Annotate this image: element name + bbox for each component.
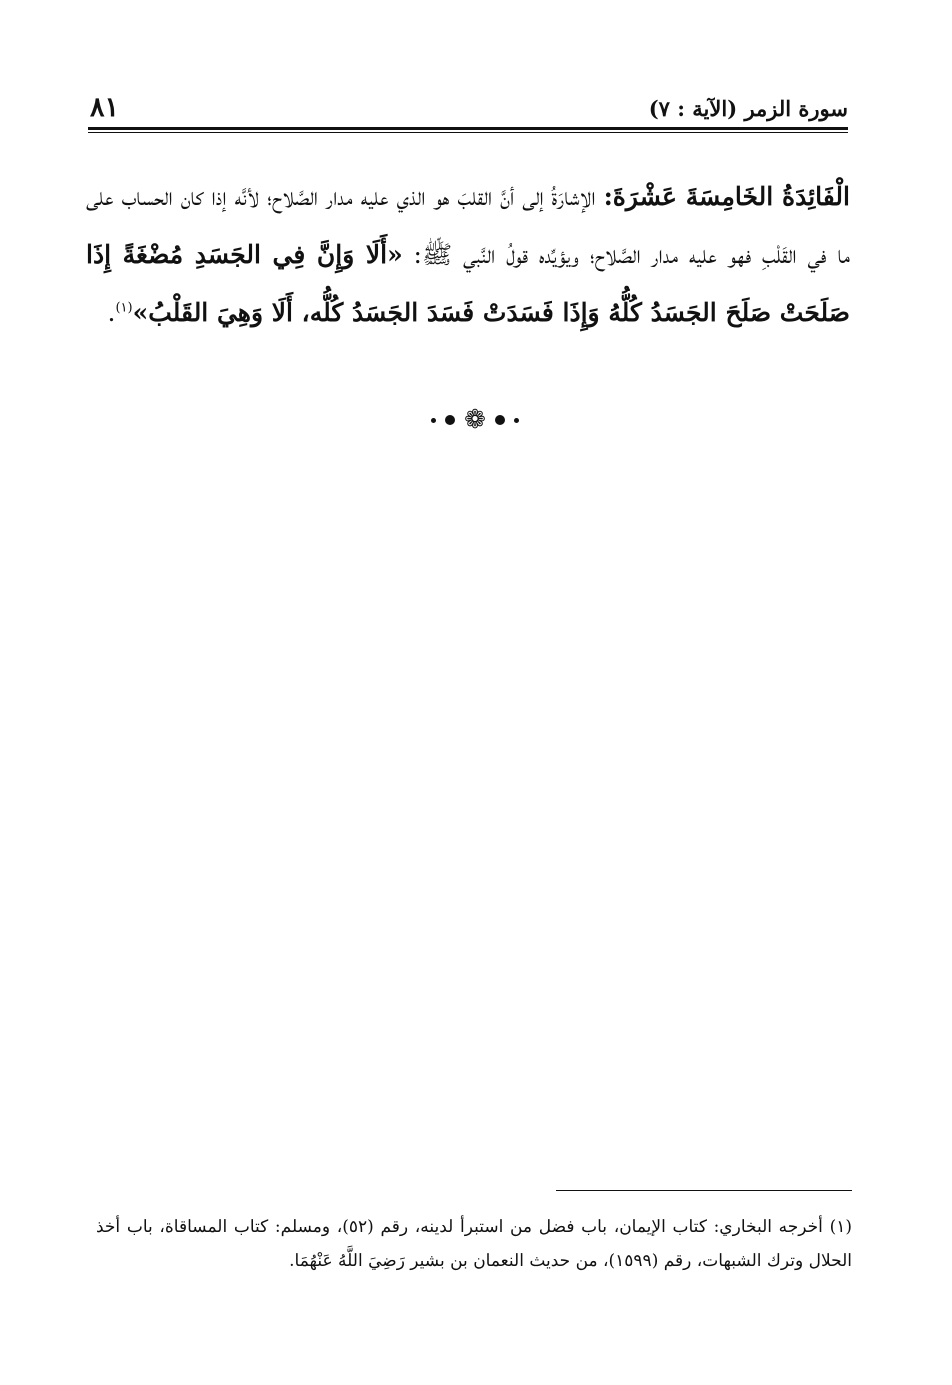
page-number: ٨١ (90, 92, 120, 123)
divider-dot-icon (495, 415, 505, 425)
footnote-separator (556, 1190, 852, 1191)
footnotes (96, 1210, 852, 1278)
flower-divider-icon: ❁ (464, 405, 486, 435)
footnote-item: (١) أخرجه البخاري: كتاب الإيمان، باب فضل من استبرأ لدينه، رقم (٥٢)، ومسلم: كتاب المساقاة، باب أخذ الحلال وترك الشبهات، رقم (١٥٩٩)، من حديث النعمان بن بشير رَضِيَ اللَّهُ عَنْهُمَا. (96, 1217, 852, 1271)
main-paragraph (86, 168, 850, 342)
header-rule (88, 127, 848, 130)
footnote-reference[interactable]: (١) (115, 300, 133, 316)
end-punctuation: . (107, 298, 116, 327)
hadith-quote: «أَلَا وَإِنَّ فِي الجَسَدِ مُضْغَةً إِذَا صَلَحَتْ صَلَحَ الجَسَدُ كُلُّهُ وَإِذَا فَسَدَتْ فَسَدَ الجَسَدُ كُلُّه، أَلَا وَهِيَ القَلْبُ» (86, 240, 850, 327)
page-header (88, 92, 848, 130)
paragraph-text: الإشارَةُ إلى أنَّ القلبَ هو الذي عليه مدار الصَّلاح؛ لأنَّه إذا كان الحساب على ما في القَلْبِ فهو عليه مدار الصَّلاح؛ ويؤيِّده قولُ النَّبي ﷺ: (86, 182, 850, 269)
divider-dot-icon (445, 415, 455, 425)
divider-dot-icon (431, 418, 436, 423)
divider-dot-icon (514, 418, 519, 423)
benefit-heading: الْفَائِدَةُ الخَامِسَةَ عَشْرَةَ: (603, 182, 850, 211)
header-rule-thin (88, 132, 848, 133)
surah-title: سورة الزمر (الآية : ٧) (648, 96, 848, 121)
section-divider (380, 402, 570, 438)
